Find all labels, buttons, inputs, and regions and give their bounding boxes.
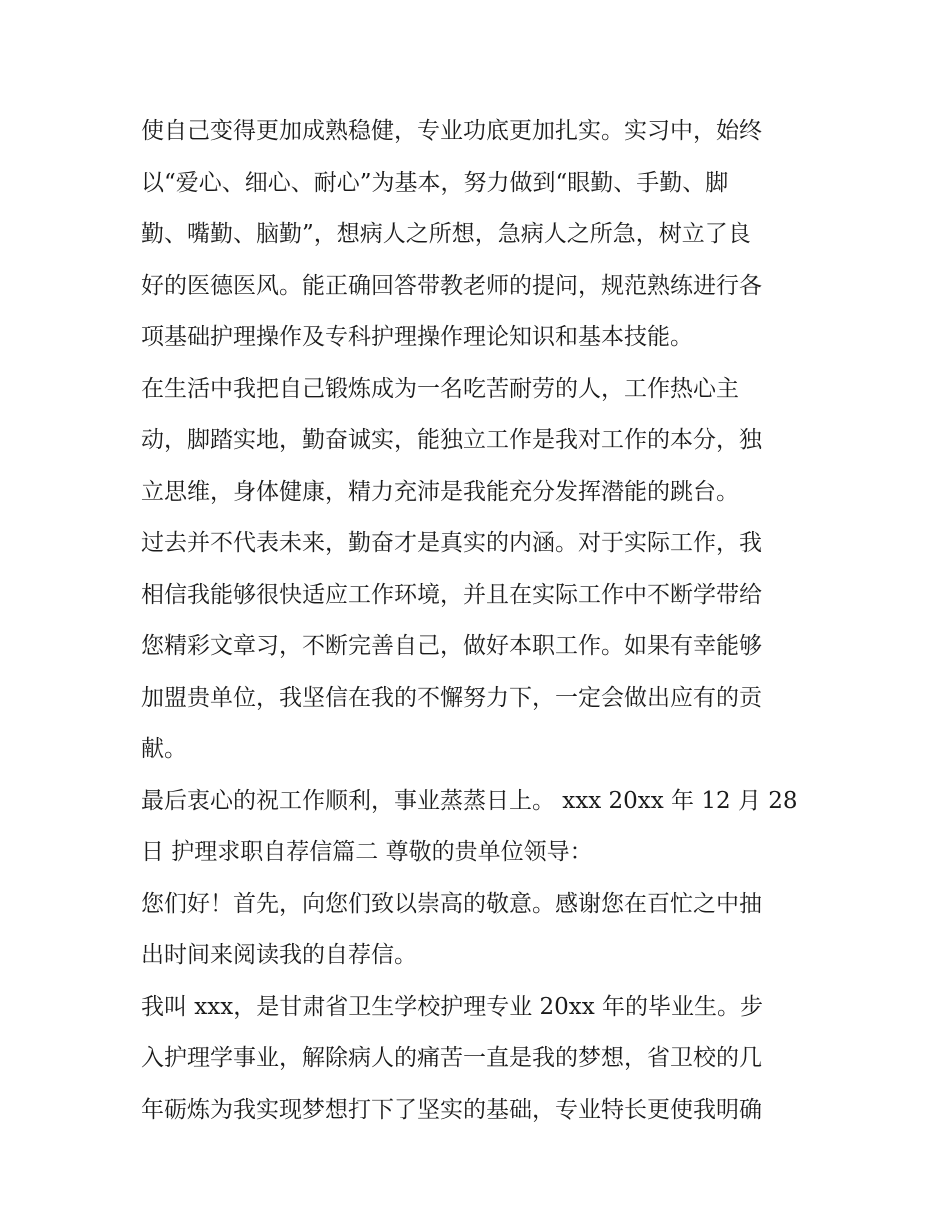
text-line: 我叫 xxx，是甘肃省卫生学校护理专业 20xx 年的毕业生。步 bbox=[141, 993, 764, 1020]
text-line: 日 护理求职自荐信篇二 尊敬的贵单位领导： bbox=[141, 839, 593, 865]
text-line: 您精彩文章习，不断完善自己，做好本职工作。如果有幸能够 bbox=[141, 633, 762, 659]
text-line: 立思维，身体健康，精力充沛是我能充分发挥潜能的跳台。 bbox=[141, 478, 739, 505]
text-line: 项基础护理操作及专科护理操作理论知识和基本技能。 bbox=[141, 324, 693, 350]
text-line: 年砺炼为我实现梦想打下了坚实的基础，专业特长更使我明确 bbox=[141, 1096, 762, 1123]
text-line: 在生活中我把自己锻炼成为一名吃苦耐劳的人，工作热心主 bbox=[141, 375, 739, 402]
text-line: 勤、嘴勤、脑勤”，想病人之所想，急病人之所急，树立了良 bbox=[141, 221, 751, 247]
text-line: 最后衷心的祝工作顺利，事业蒸蒸日上。 xxx 20xx 年 12 月 28 bbox=[141, 787, 798, 814]
text-line: 出时间来阅读我的自荐信。 bbox=[141, 942, 417, 968]
text-line: 入护理学事业，解除病人的痛苦一直是我的梦想，省卫校的几 bbox=[141, 1045, 762, 1071]
text-line: 好的医德医风。能正确回答带教老师的提问，规范熟练进行各 bbox=[141, 272, 762, 299]
text-line: 献。 bbox=[141, 736, 187, 762]
text-line: 使自己变得更加成熟稳健，专业功底更加扎实。实习中，始终 bbox=[141, 118, 762, 144]
text-line: 您们好！首先，向您们致以崇高的敬意。感谢您在百忙之中抽 bbox=[141, 890, 762, 917]
text-line: 以“爱心、细心、耐心”为基本，努力做到“眼勤、手勤、脚 bbox=[141, 169, 729, 196]
text-line: 加盟贵单位，我坚信在我的不懈努力下，一定会做出应有的贡 bbox=[141, 684, 762, 711]
text-line: 过去并不代表未来，勤奋才是真实的内涵。对于实际工作，我 bbox=[141, 530, 762, 556]
text-line: 动，脚踏实地，勤奋诚实，能独立工作是我对工作的本分，独 bbox=[141, 427, 762, 453]
text-line: 相信我能够很快适应工作环境，并且在实际工作中不断学带给 bbox=[141, 581, 762, 608]
letter-body bbox=[141, 106, 813, 1136]
